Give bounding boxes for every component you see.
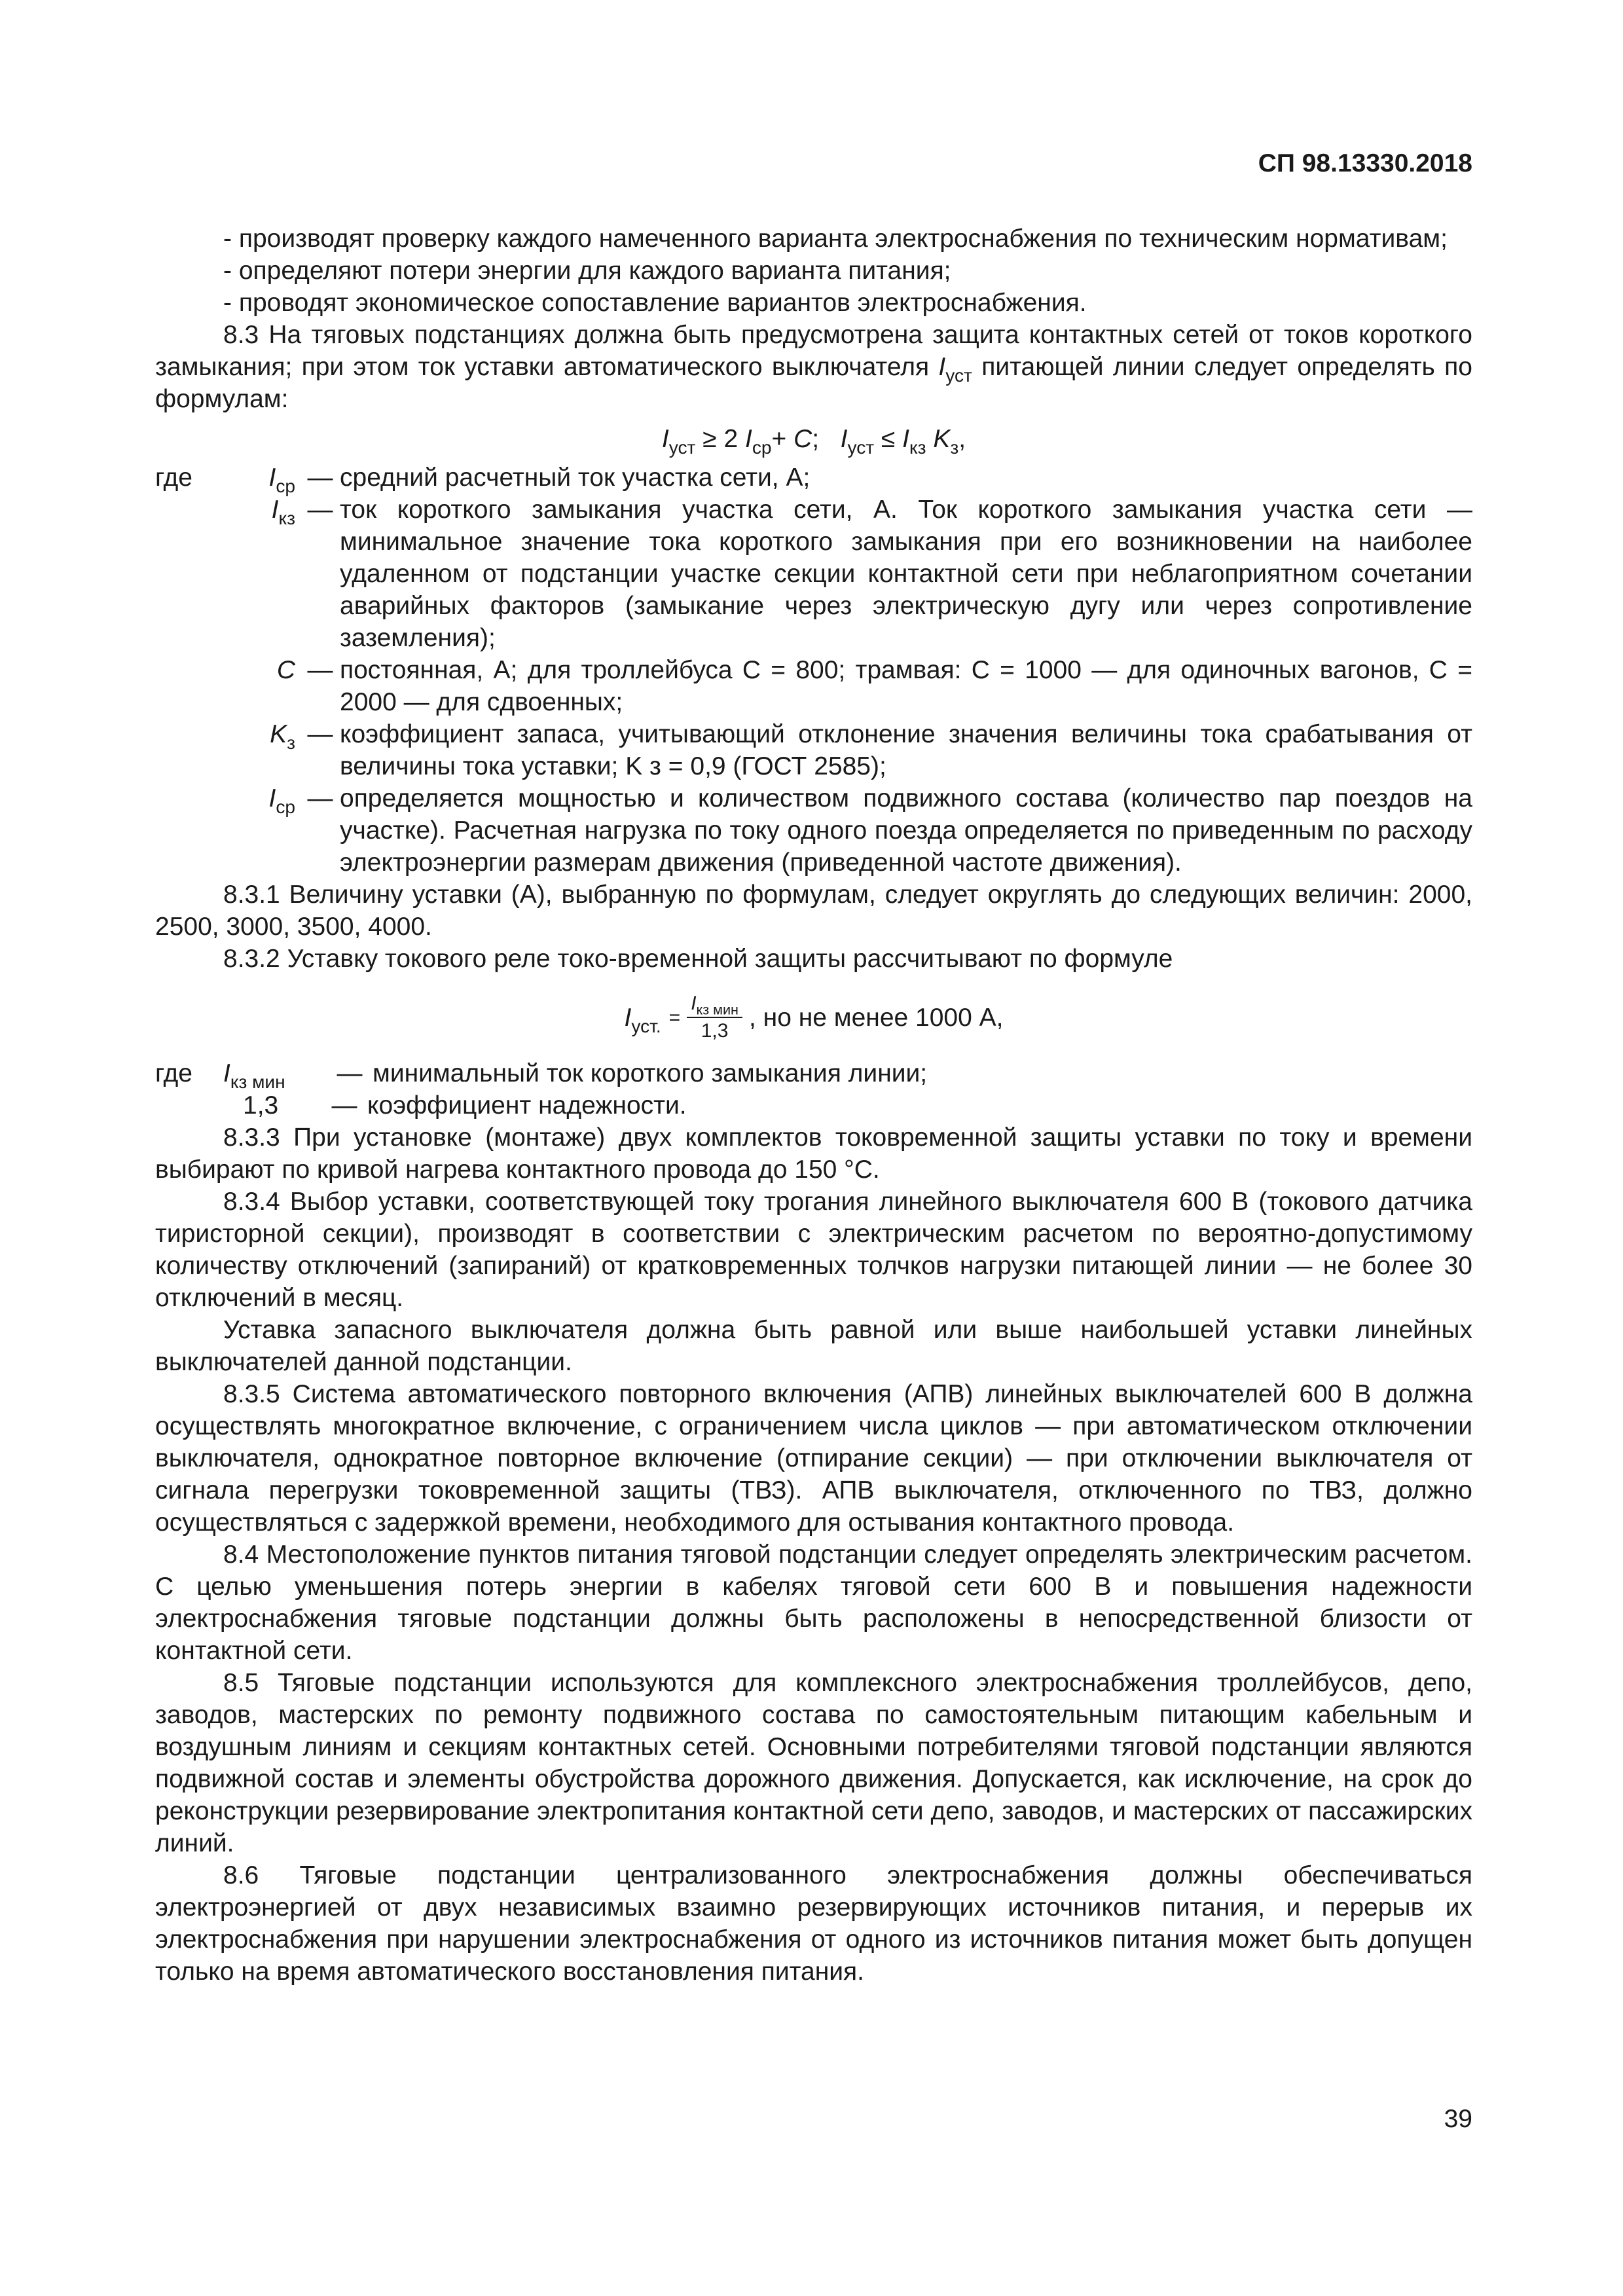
definition-text: минимальный ток короткого замыкания линии;	[373, 1059, 928, 1087]
formula-relay-setting: $I_{уст.}$ = $\frac{I_{кз мин}}{1,3}$ , но не менее 1000 А,	[624, 993, 1004, 1042]
definition-symbol: $I_{кз мин}$	[223, 1059, 285, 1092]
definition-symbol: 1,3	[243, 1091, 279, 1120]
document-body	[155, 223, 1472, 1988]
definition-text: ток короткого замыкания участка сети, А. Ток короткого замыкания участка сети — минимальное значение тока короткого замыкания при его возникновении на наиболее удаленном от подстанции участке секции контактной сети при неблагоприятном сочетании аварийных факторов (замыкание через электрическую дугу или через сопротивление заземления);	[340, 496, 1472, 652]
definition-symbol: $I_{ср}$	[268, 784, 295, 817]
definition-row: 1,3 — коэффициент надежности.	[155, 1089, 1472, 1121]
intro-item: - проводят экономическое сопоставление вариантов электроснабжения.	[223, 289, 1087, 317]
definition-text: коэффициент надежности.	[367, 1091, 687, 1120]
definition-text: средний расчетный ток участка сети, А;	[340, 464, 811, 492]
definition-row: $K_з$ — коэффициент запаса, учитывающий отклонение значения величины тока срабатывания от величины тока уставки; K з = 0,9 (ГОСТ 2585);	[155, 718, 1472, 782]
definition-symbol: $K_з$	[270, 720, 295, 753]
fraction: $\frac{I_{кз мин}}{1,3}$	[687, 992, 742, 1043]
definition-symbol: C	[276, 656, 295, 684]
document-code-header: СП 98.13330.2018	[1258, 149, 1472, 177]
definition-row: где $I_{ср}$ — средний расчетный ток участка сети, А;	[155, 462, 1472, 494]
definition-row: C — постоянная, А; для троллейбуса C = 800; трамвая: C = 1000 — для одиночных вагонов, C = 2000 — для сдвоенных;	[155, 654, 1472, 718]
definition-text: постоянная, А; для троллейбуса C = 800; трамвая: C = 1000 — для одиночных вагонов, C = 2000 — для сдвоенных;	[340, 656, 1472, 716]
definition-row: $I_{ср}$ — определяется мощностью и количеством подвижного состава (количество пар поездов на участке). Расчетная нагрузка по току одного поезда определяется по приведенным по расходу электроэнергии размерам движения (приведенной частоте движения).	[155, 782, 1472, 879]
paragraph-8-5: 8.5 Тяговые подстанции используются для комплексного электроснабжения троллейбусов, депо, заводов, мастерских по ремонту подвижного состава по самостоятельным питающим кабельным и воздушным линиям и секциям контактных сетей. Основными потребителями тяговой подстанции являются подвижной состав и элементы обустройства дорожного движения. Допускается, как исключение, на срок до реконструкции резервирование электропитания контактной сети депо, заводов, и мастерских от пассажирских линий.	[155, 1669, 1472, 1857]
page-number: 39	[1444, 2105, 1472, 2133]
definition-row: где $I_{кз мин}$ — минимальный ток короткого замыкания линии;	[155, 1057, 1472, 1089]
paragraph-8-3-1: 8.3.1 Величину уставки (А), выбранную по формулам, следует округлять до следующих величин: 2000, 2500, 3000, 3500, 4000.	[155, 881, 1472, 941]
formula-current-setting: $I_{уст} \ge 2$ $I_{ср}+ C$; $I_{уст} \le I_{кз}$ $K_з$,	[661, 425, 966, 458]
paragraph-8-6: 8.6 Тяговые подстанции централизованного электроснабжения должны обеспечиваться электроэнергией от двух независимых взаимно резервирующих источников питания, и перерыв их электроснабжения при нарушении электроснабжения от одного из источников питания может быть допущен только на время автоматического восстановления питания.	[155, 1861, 1472, 1986]
where-label: где	[155, 1059, 192, 1087]
document-page	[155, 0, 1472, 2296]
definition-symbol: $I_{кз}$	[271, 496, 295, 528]
definition-text: коэффициент запаса, учитывающий отклонение значения величины тока срабатывания от величины тока уставки; K з = 0,9 (ГОСТ 2585);	[340, 720, 1472, 780]
definition-symbol: $I_{ср}$	[268, 464, 295, 496]
intro-item: - производят проверку каждого намеченного варианта электроснабжения по техническим нормативам;	[223, 225, 1448, 253]
paragraph-8-3: 8.3 На тяговых подстанциях должна быть предусмотрена защита контактных сетей от токов короткого замыкания; при этом ток уставки автоматического выключателя $I_{уст}$ питающей линии следует определять по формулам:	[155, 321, 1472, 413]
definitions-list-1	[155, 462, 1472, 879]
definitions-list-2	[155, 1057, 1472, 1121]
definition-text: определяется мощностью и количеством подвижного состава (количество пар поездов на участке). Расчетная нагрузка по току одного поезда определяется по приведенным по расходу электроэнергии размерам движения (приведенной частоте движения).	[340, 784, 1472, 877]
intro-item: - определяют потери энергии для каждого варианта питания;	[223, 257, 951, 285]
paragraph-8-3-4: 8.3.4 Выбор уставки, соответствующей току трогания линейного выключателя 600 В (токового датчика тиристорной секции), производят в соответствии с электрическим расчетом по вероятно-допустимому количеству отключений (запираний) от кратковременных толчков нагрузки питающей линии — не более 30 отключений в месяц.	[155, 1188, 1472, 1312]
definition-row: $I_{кз}$ — ток короткого замыкания участка сети, А. Ток короткого замыкания участка сети — минимальное значение тока короткого замыкания при его возникновении на наиболее удаленном от подстанции участке секции контактной сети при неблагоприятном сочетании аварийных факторов (замыкание через электрическую дугу или через сопротивление заземления);	[155, 494, 1472, 654]
paragraph-8-4: 8.4 Местоположение пунктов питания тяговой подстанции следует определять электрическим расчетом. С целью уменьшения потерь энергии в кабелях тяговой сети 600 В и повышения надежности электроснабжения тяговые подстанции должны быть расположены в непосредственной близости от контактной сети.	[155, 1540, 1472, 1665]
paragraph-8-3-2: 8.3.2 Уставку токового реле токо-временной защиты рассчитывают по формуле	[223, 945, 1173, 973]
where-label: где	[155, 464, 192, 492]
paragraph-8-3-5: 8.3.5 Система автоматического повторного включения (АПВ) линейных выключателей 600 В должна осуществлять многократное включение, с ограничением числа циклов — при автоматическом отключении выключателя, однократное повторное включение (отпирание секции) — при отключении выключателя от сигнала перегрузки токовременной защиты (ТВЗ). АПВ выключателя, отключенного по ТВЗ, должно осуществляться с задержкой времени, необходимого для остывания контактного провода.	[155, 1380, 1472, 1537]
paragraph-8-3-3: 8.3.3 При установке (монтаже) двух комплектов токовременной защиты уставки по току и времени выбирают по кривой нагрева контактного провода до 150 °С.	[155, 1123, 1472, 1184]
paragraph-8-3-4-reserve: Уставка запасного выключателя должна быть равной или выше наибольшей уставки линейных выключателей данной подстанции.	[155, 1316, 1472, 1376]
